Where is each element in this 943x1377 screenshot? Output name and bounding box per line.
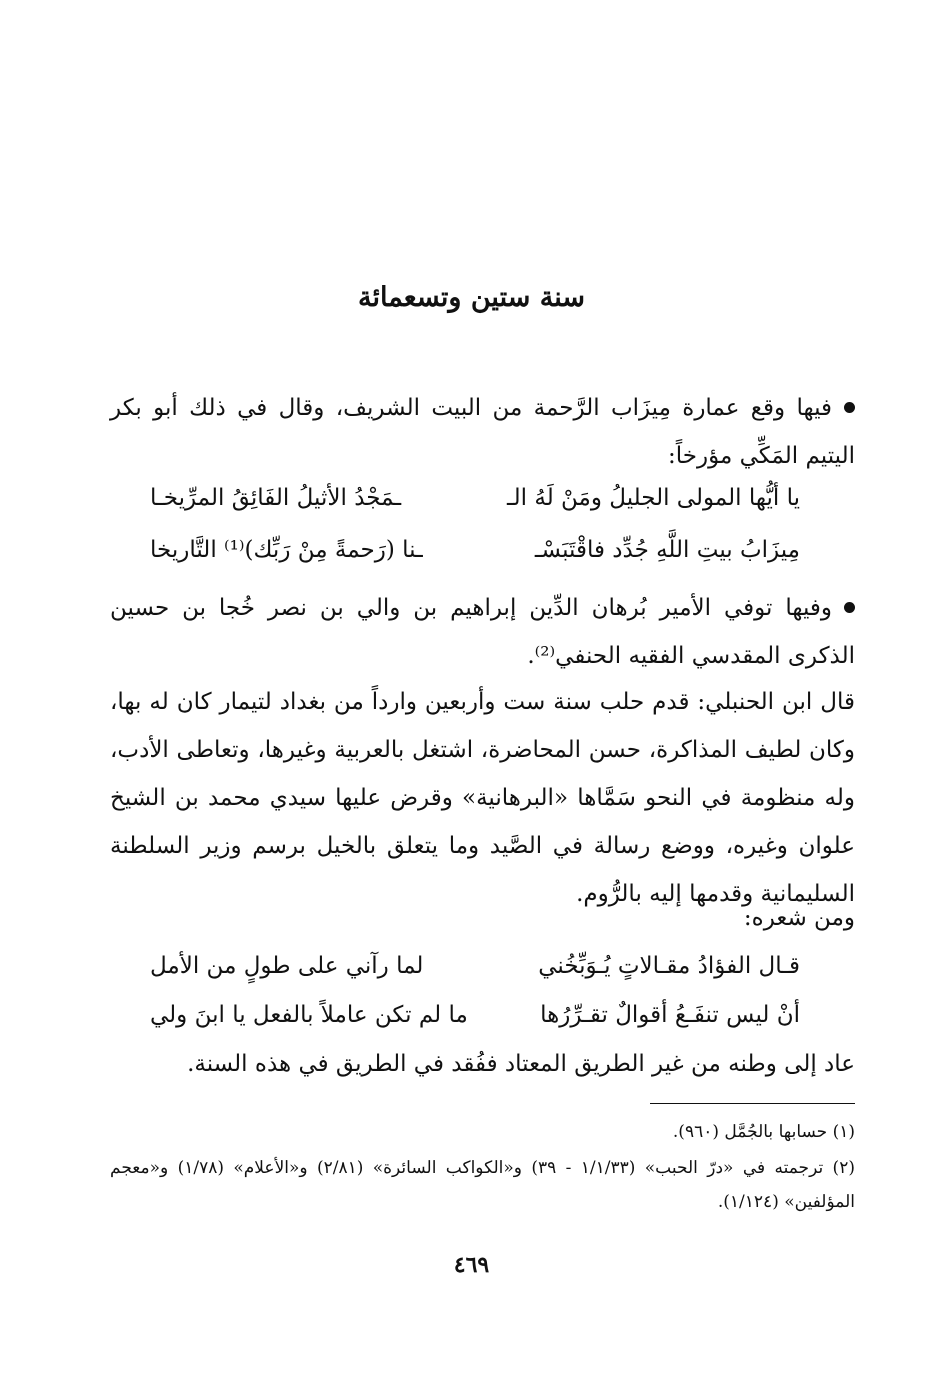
bullet-icon <box>844 402 855 413</box>
verse-3-second-hemistich: لما رآني على طولٍ من الأمل <box>150 953 424 979</box>
verse-line-4 <box>150 991 800 1039</box>
verse-line-1 <box>150 474 800 522</box>
verse-1-second-hemistich: ـمَجْدُ الأثيلُ الفَائِقُ المرِّيخـا <box>150 485 402 511</box>
page-number: ٤٦٩ <box>453 1252 490 1278</box>
bullet-icon <box>844 602 855 613</box>
paragraph-return: عاد إلى وطنه من غير الطريق المعتاد ففُقد في الطريق في هذه السنة. <box>187 1051 855 1077</box>
paragraph-death-notice <box>110 584 855 680</box>
page-title: سنة ستين وتسعمائة <box>357 282 585 313</box>
footnote-divider <box>650 1103 855 1104</box>
paragraph-poetry-intro: ومن شعره: <box>743 905 855 931</box>
paragraph-death-notice-text: وفيها توفي الأمير بُرهان الدِّين إبراهيم بن والي بن نصر خُجا بن حسين الذكرى المقدسي الفقيه الحنفي⁽²⁾. <box>110 595 855 669</box>
verse-3-first-hemistich: قـال الفؤادُ مقـالاتٍ يُـوَبِّخُني <box>538 953 800 979</box>
verse-line-3 <box>150 942 800 990</box>
paragraph-biography: قال ابن الحنبلي: قدم حلب سنة ست وأربعين وارداً من بغداد لتيمار كان له بها، وكان لطيف المذاكرة، حسن المحاضرة، اشتغل بالعربية وغيرها، وتعاطى الأدب، وله منظومة في النحو سَمَّاها «البرهانية» وقرض عليها سيدي محمد بن الشيخ علوان وغيره، ووضع رسالة في الصَّيد وما يتعلق بالخيل برسم وزير السلطنة السليمانية وقدمها إليه بالرُّوم. <box>110 689 855 907</box>
paragraph-mizab-text: فيها وقع عمارة مِيزَاب الرَّحمة من البيت الشريف، وقال في ذلك أبو بكر اليتيم المَكِّي مؤرخاً: <box>110 395 855 469</box>
verse-2-second-hemistich: ـنا (رَحمةً مِنْ رَبِّك)⁽¹⁾ التَّاريخا <box>150 537 423 563</box>
footnote-2: (٢) ترجمته في «درّ الحبب» (١/١/٣٣ - ٣٩) و«الكواكب السائرة» (٢/٨١) و«الأعلام» (١/٧٨) و«معجم المؤلفين» (١/١٢٤). <box>110 1158 855 1212</box>
verse-4-second-hemistich: ما لم تكن عاملاً بالفعل يا ابنَ ولي <box>150 1002 468 1028</box>
verse-1-first-hemistich: يا أيُّها المولى الجليلُ ومَنْ لَهُ الـ <box>506 485 800 511</box>
paragraph-mizab <box>110 384 855 480</box>
verse-4-first-hemistich: أنْ ليس تنفَـعُ أقوالٌ تقـرِّرُها <box>540 1002 800 1028</box>
footnote-1: (١) حسابها بالجُمَّل (٩٦٠). <box>672 1122 855 1142</box>
footnotes <box>110 1115 855 1219</box>
verse-2-first-hemistich: مِيزَابُ بيتِ اللَّهِ جُدِّد فاقْتَبَسْـ <box>534 537 800 563</box>
verse-line-2 <box>150 526 800 574</box>
